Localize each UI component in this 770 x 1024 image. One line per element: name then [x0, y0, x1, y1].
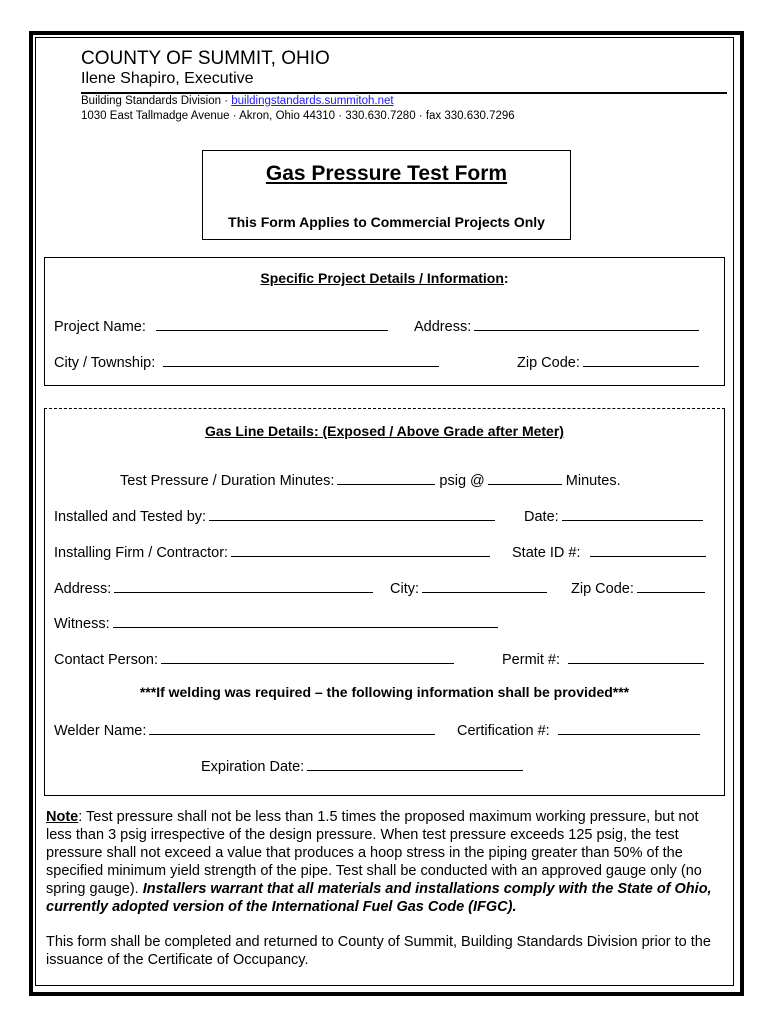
- certification-field[interactable]: Certification #:: [457, 720, 700, 739]
- contact-person-field[interactable]: Contact Person:: [54, 649, 454, 668]
- form-title-box: [202, 150, 571, 240]
- permit-field[interactable]: Permit #:: [502, 649, 704, 668]
- division-label: Building Standards Division ·: [81, 95, 232, 107]
- project-details-section: [44, 257, 725, 386]
- city-township-field[interactable]: City / Township:: [54, 352, 439, 371]
- installed-by-field[interactable]: Installed and Tested by:: [54, 506, 495, 525]
- form-title: Gas Pressure Test Form: [265, 162, 508, 185]
- expiration-date-field[interactable]: Expiration Date:: [201, 756, 523, 775]
- division-line: [81, 95, 394, 107]
- closing-paragraph: This form shall be completed and returned to County of Summit, Building Standards Division prior to the issuance of the Certificate of Occupancy.: [46, 934, 711, 968]
- note-text: : Test pressure shall not be less than 1.5 times the proposed maximum working pressure, but not less than 3 psig irrespective of the design pressure. When test pressure exceeds 125 psig, the test pressure shall not exceed a value that produces a hoop stress in the piping greater than 50% of the specified minimum yield strength of the pipe. Test shall be conducted with an approved gauge only (no spring gauge).: [46, 809, 702, 897]
- project-section-heading: Specific Project Details / Information:: [260, 270, 509, 286]
- installing-firm-field[interactable]: Installing Firm / Contractor:: [54, 542, 490, 561]
- welder-name-field[interactable]: Welder Name:: [54, 720, 435, 739]
- note-label: Note: [46, 809, 79, 825]
- gas-section-heading: Gas Line Details: (Exposed / Above Grade after Meter): [205, 423, 564, 439]
- county-title: COUNTY OF SUMMIT, OHIO: [81, 48, 330, 69]
- note-emphasis: Installers warrant that all materials and installations comply with the State of Ohio, currently adopted version of the International Fuel Gas Code (IFGC).: [46, 881, 712, 915]
- project-address-field[interactable]: Address:: [414, 316, 699, 335]
- installer-zip-field[interactable]: Zip Code:: [571, 578, 705, 597]
- address-line: 1030 East Tallmadge Avenue · Akron, Ohio 44310 · 330.630.7280 · fax 330.630.7296: [81, 110, 515, 122]
- project-zip-field[interactable]: Zip Code:: [517, 352, 699, 371]
- note-paragraph: [46, 808, 726, 916]
- witness-field[interactable]: Witness:: [54, 613, 498, 632]
- installer-city-field[interactable]: City:: [390, 578, 547, 597]
- state-id-field[interactable]: State ID #:: [512, 542, 706, 561]
- executive-name: Ilene Shapiro, Executive: [81, 70, 254, 87]
- install-date-field[interactable]: Date:: [524, 506, 703, 525]
- test-pressure-field[interactable]: Test Pressure / Duration Minutes: psig @ Minutes.: [120, 470, 621, 489]
- header-rule: [81, 92, 727, 94]
- welding-note: ***If welding was required – the following information shall be provided***: [139, 684, 630, 700]
- gas-line-section: [44, 408, 725, 796]
- website-link[interactable]: buildingstandards.summitoh.net: [231, 95, 394, 107]
- installer-address-field[interactable]: Address:: [54, 578, 373, 597]
- project-name-field[interactable]: Project Name:: [54, 316, 388, 335]
- form-subtitle: This Form Applies to Commercial Projects Only: [228, 214, 545, 230]
